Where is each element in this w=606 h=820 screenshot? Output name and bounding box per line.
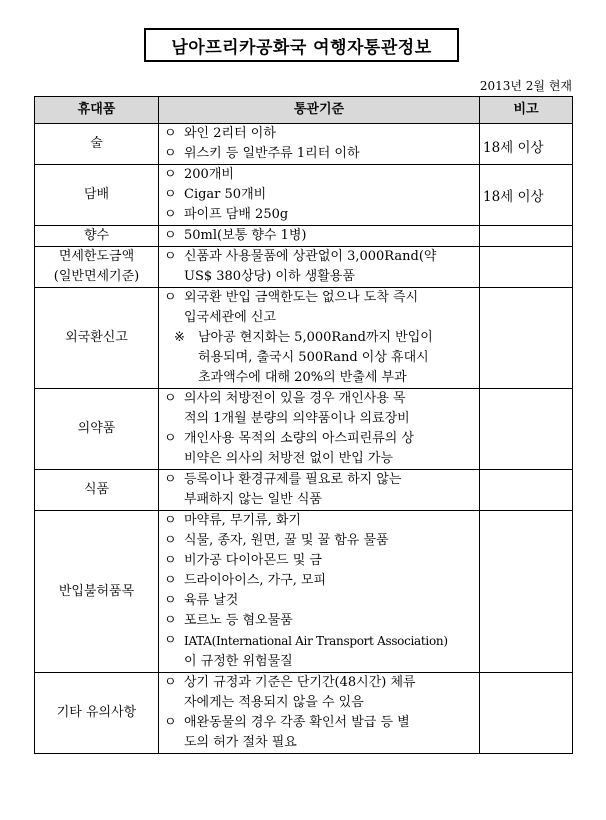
table-row [35, 389, 573, 470]
standard-line: 위스키 등 일반주류 1리터 이하 [184, 146, 360, 161]
note-cell [480, 389, 573, 470]
bullet-mark: ㅇ [164, 715, 177, 730]
note-cell [480, 226, 573, 247]
bullet-mark: ㅇ [164, 187, 177, 202]
category-cell: 외국환신고 [35, 288, 159, 389]
standard-line: 드라이아이스, 가구, 모피 [184, 573, 327, 588]
standard-cell [159, 124, 480, 165]
standard-line: 200개비 [184, 167, 234, 182]
category-line: 면세한도금액 [58, 249, 135, 264]
standard-line: 등록이나 환경규제를 필요로 하지 않는 [184, 472, 402, 487]
note-cell [480, 673, 573, 754]
standard-line: 입국세관에 신고 [184, 310, 277, 325]
bullet-mark: ㅇ [164, 431, 177, 446]
standard-line: 이 규정한 위험물질 [184, 654, 293, 669]
standard-line: 의사의 처방전이 있을 경우 개인사용 목 [184, 391, 406, 406]
date-label: 2013년 2월 현재 [479, 79, 572, 93]
standard-line: 남아공 현지화는 5,000Rand까지 반입이 [198, 330, 433, 345]
standard-cell [159, 288, 480, 389]
category-cell: 향수 [35, 226, 159, 247]
table-row [35, 673, 573, 754]
table-row [35, 226, 573, 247]
bullet-mark: ㅇ [164, 126, 177, 141]
standard-line: US$ 380상당) 이하 생활용품 [184, 269, 355, 284]
note-cell [480, 288, 573, 389]
standard-line: 애완동물의 경우 각종 확인서 발급 등 별 [184, 715, 410, 730]
table-row [35, 511, 573, 673]
standard-line: 부패하지 않는 일반 식품 [184, 492, 322, 507]
table-row [35, 247, 573, 288]
table-row [35, 288, 573, 389]
bullet-mark: ㅇ [164, 513, 177, 528]
standard-line: 육류 날것 [184, 593, 239, 608]
standard-line: 상기 규정과 기준은 단기간(48시간) 체류 [184, 675, 416, 690]
standard-line: 적의 1개월 분량의 의약품이나 의료장비 [184, 411, 410, 426]
category-cell [35, 247, 159, 288]
standard-line: 비약은 의사의 처방전 없이 반입 가능 [184, 451, 394, 466]
category-cell: 담배 [35, 165, 159, 226]
standard-line: 비가공 다이아몬드 및 금 [184, 553, 322, 568]
standard-line: 50ml(보통 향수 1병) [184, 228, 307, 243]
standard-cell [159, 470, 480, 511]
header-note: 비고 [480, 97, 573, 124]
header-row [35, 97, 573, 124]
note-cell: 18세 이상 [480, 124, 573, 165]
note-cell [480, 247, 573, 288]
bullet-mark: ㅇ [164, 290, 177, 305]
standard-line: 개인사용 목적의 소량의 아스피린류의 상 [184, 431, 415, 446]
standard-line: 외국환 반입 금액한도는 없으나 도착 즉시 [184, 290, 419, 305]
standard-cell [159, 226, 480, 247]
standard-line: 파이프 담배 250g [184, 207, 289, 222]
category-cell: 기타 유의사항 [35, 673, 159, 754]
standard-cell [159, 389, 480, 470]
standard-cell [159, 165, 480, 226]
standard-line: 마약류, 무기류, 화기 [184, 513, 301, 528]
category-cell: 식품 [35, 470, 159, 511]
standard-line: Cigar 50개비 [184, 187, 267, 202]
bullet-mark: ㅇ [164, 207, 177, 222]
bullet-mark: ㅇ [164, 533, 177, 548]
bullet-mark: ㅇ [164, 146, 177, 161]
bullet-mark: ㅇ [164, 573, 177, 588]
standard-cell [159, 247, 480, 288]
bullet-mark: ㅇ [164, 472, 177, 487]
category-cell: 술 [35, 124, 159, 165]
note-cell [480, 511, 573, 673]
note-cell: 18세 이상 [480, 165, 573, 226]
bullet-mark: ㅇ [164, 167, 177, 182]
bullet-mark: ㅇ [164, 553, 177, 568]
standard-line: 초과액수에 대해 20%의 반출세 부과 [198, 370, 407, 385]
note-cell [480, 470, 573, 511]
standard-line: 식물, 종자, 원면, 꿀 및 꿀 함유 물품 [184, 533, 389, 548]
category-line: (일반면세기준) [53, 269, 140, 284]
customs-table [34, 96, 573, 754]
header-standard: 통관기준 [159, 97, 480, 124]
standard-line: 도의 허가 절차 필요 [184, 735, 297, 750]
standard-line: 신품과 사용물품에 상관없이 3,000Rand(약 [184, 249, 437, 264]
table-row [35, 124, 573, 165]
standard-line: 포르노 등 혐오물품 [184, 613, 293, 628]
category-cell: 의약품 [35, 389, 159, 470]
bullet-mark: ㅇ [164, 593, 177, 608]
bullet-mark: ㅇ [164, 249, 177, 264]
standard-cell [159, 673, 480, 754]
reference-mark: ※ [174, 330, 185, 345]
table-row [35, 470, 573, 511]
bullet-mark: ㅇ [164, 228, 177, 243]
category-cell: 반입불허품목 [35, 511, 159, 673]
page-title: 남아프리카공화국 여행자통관정보 [144, 28, 459, 62]
standard-line: 와인 2리터 이하 [184, 126, 276, 141]
standard-line: 허용되며, 출국시 500Rand 이상 휴대시 [198, 350, 429, 365]
header-item: 휴대품 [35, 97, 159, 124]
table-row [35, 165, 573, 226]
standard-cell [159, 511, 480, 673]
bullet-mark: ㅇ [164, 391, 177, 406]
standard-line: IATA(International Air Transport Association) [184, 634, 448, 648]
standard-line: 자에게는 적용되지 않을 수 있음 [184, 695, 364, 710]
bullet-mark: ㅇ [164, 613, 177, 628]
bullet-mark: ㅇ [164, 675, 177, 690]
bullet-mark: ㅇ [164, 633, 177, 648]
